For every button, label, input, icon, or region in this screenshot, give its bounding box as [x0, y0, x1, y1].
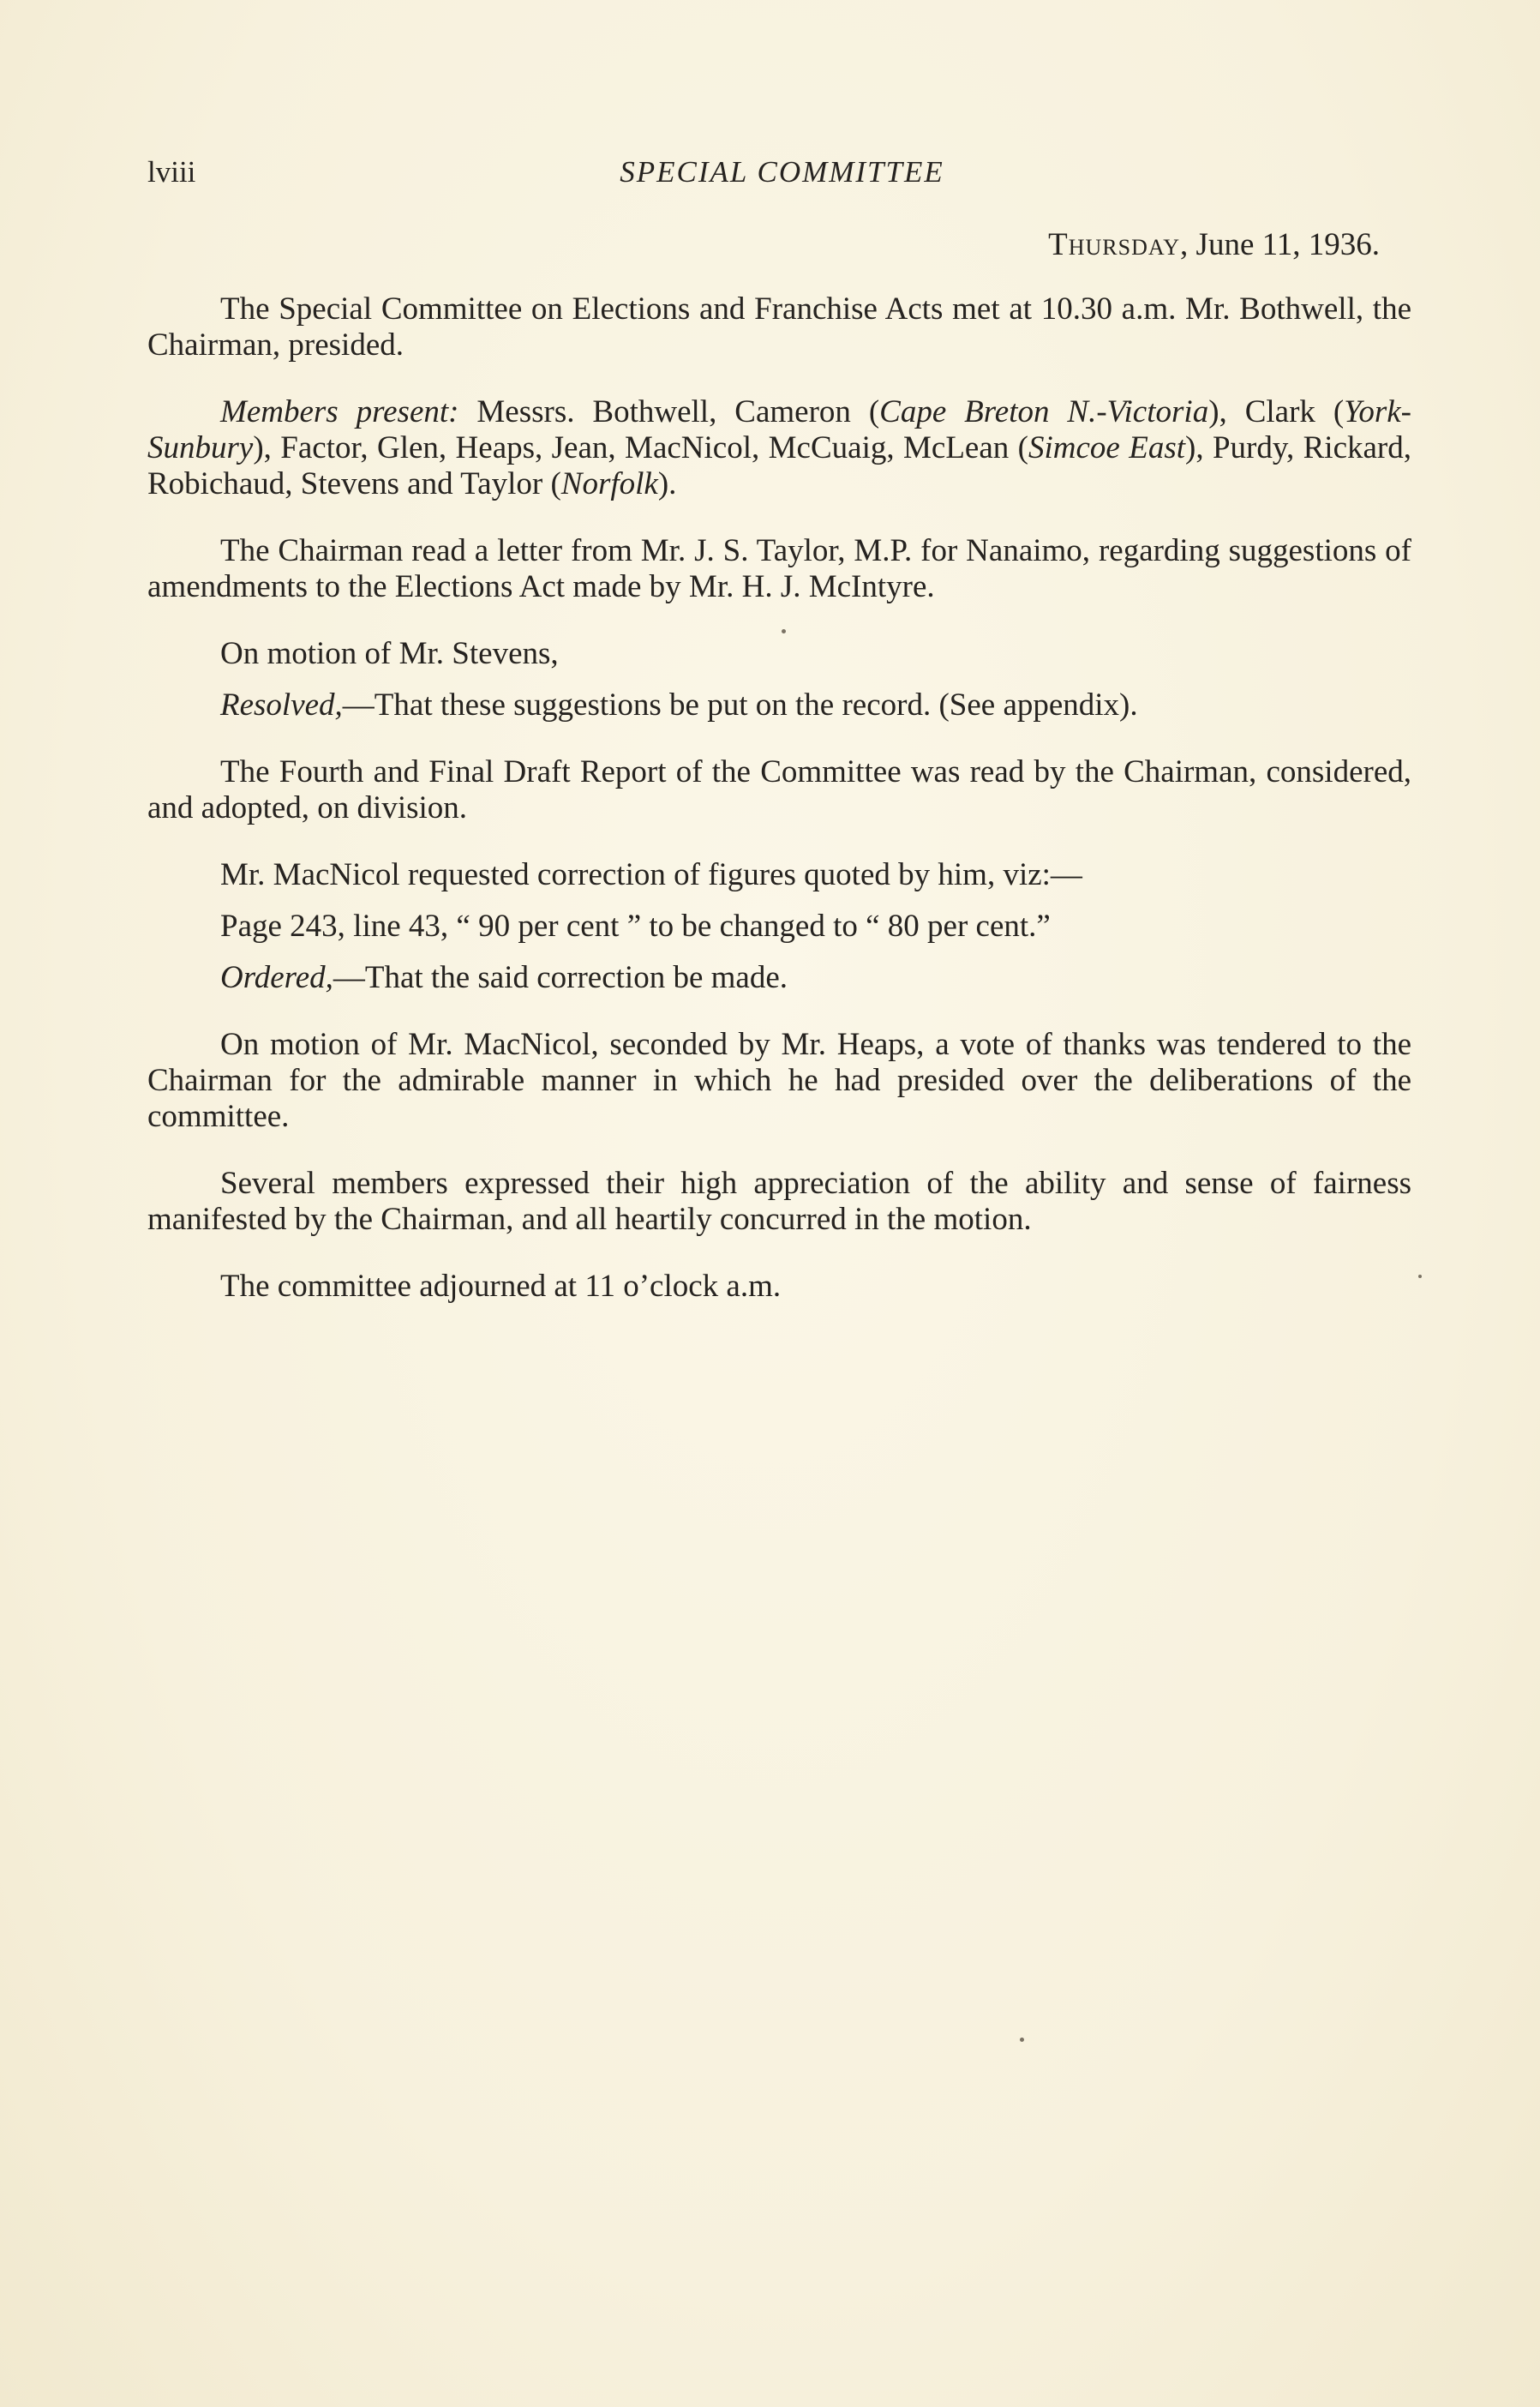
print-speck — [1020, 2038, 1024, 2042]
members-text-3: ), Factor, Glen, Heaps, Jean, MacNicol, McCuaig, McLean ( — [253, 430, 1028, 465]
print-speck — [1418, 1275, 1422, 1278]
ordered-label: Ordered, — [220, 960, 333, 995]
members-present-paragraph — [147, 394, 1411, 502]
minutes-body — [147, 291, 1411, 1336]
appreciation-paragraph: Several members expressed their high appreciation of the ability and sense of fairness manifested by the Chairman, and all heartily concurred in the motion. — [147, 1166, 1411, 1237]
meeting-date — [1048, 225, 1380, 266]
members-text-1: Messrs. Bothwell, Cameron ( — [458, 394, 880, 429]
members-present-label: Members present: — [220, 394, 459, 429]
vote-of-thanks-paragraph: On motion of Mr. MacNicol, seconded by Mr. Heaps, a vote of thanks was tendered to the Chairman for the admirable manner in which he had presided over the deliberations of the committee. — [147, 1027, 1411, 1134]
adjournment-paragraph: The committee adjourned at 11 o’clock a.m. — [220, 1269, 782, 1304]
motion-stevens-paragraph: On motion of Mr. Stevens, — [220, 636, 559, 671]
members-text-4: ), Purdy, Rickard, Robichaud, Stevens and Taylor ( — [147, 430, 1412, 501]
ordered-paragraph — [147, 960, 1411, 996]
meeting-date-rest: , June 11, 1936. — [1180, 227, 1380, 262]
draft-report-paragraph: The Fourth and Final Draft Report of the Committee was read by the Chairman, considered, and adopted, on division. — [147, 754, 1411, 825]
resolved-text: —That these suggestions be put on the record. (See appendix). — [342, 687, 1138, 723]
print-speck — [782, 629, 786, 633]
correction-request-paragraph: Mr. MacNicol requested correction of figures quoted by him, viz:— — [220, 857, 1082, 892]
correction-detail-paragraph: Page 243, line 43, “ 90 per cent ” to be changed to “ 80 per cent.” — [220, 909, 1051, 944]
riding-4: Norfolk — [560, 466, 658, 501]
opening-paragraph: The Special Committee on Elections and Franchise Acts met at 10.30 a.m. Mr. Bothwell, the Chairman, presided. — [147, 291, 1411, 363]
members-text-5: ). — [657, 466, 677, 501]
resolved-label: Resolved, — [220, 687, 343, 723]
riding-2: York-Sunbury — [147, 394, 1411, 465]
riding-3: Simcoe East — [1028, 430, 1186, 465]
page-number: lviii — [147, 155, 196, 189]
page-header — [147, 151, 1417, 194]
ordered-text: —That the said correction be made. — [333, 960, 788, 995]
running-head: SPECIAL COMMITTEE — [620, 155, 944, 189]
meeting-day: Thursday — [1048, 227, 1181, 262]
resolved-paragraph — [147, 687, 1411, 723]
letter-paragraph: The Chairman read a letter from Mr. J. S. Taylor, M.P. for Nanaimo, regarding suggestions of amendments to the Elections Act made by Mr. H. J. McIntyre. — [147, 533, 1411, 604]
riding-1: Cape Breton N.-Victoria — [879, 394, 1209, 429]
members-text-2: ), Clark ( — [1208, 394, 1345, 429]
